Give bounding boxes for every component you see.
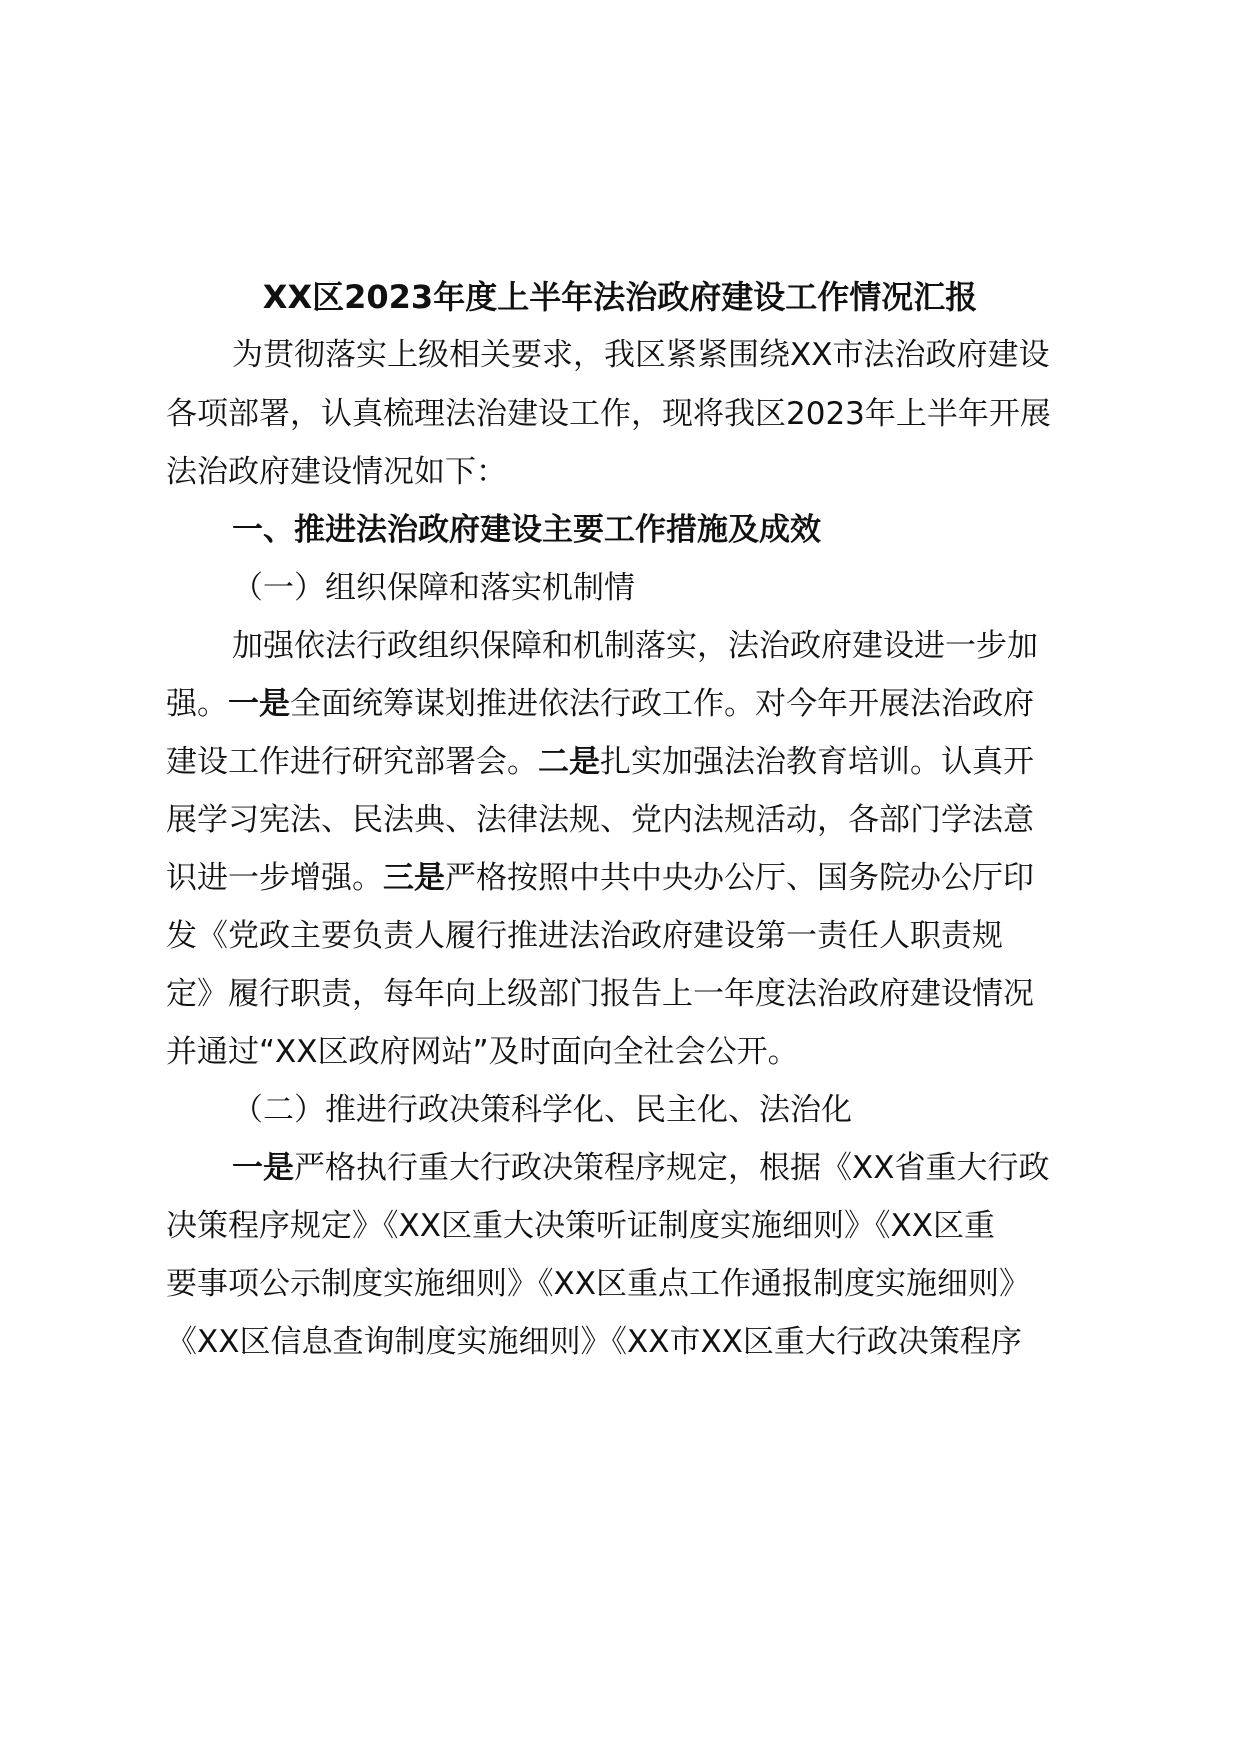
emphasis-label: 三是 — [383, 860, 445, 896]
line-text: 强。 — [166, 686, 228, 722]
paragraph-line: 《XX区信息查询制度实施细则》《XX市XX区重大行政决策程序 — [166, 1324, 1022, 1360]
emphasis-label: 二是 — [538, 744, 600, 780]
subsection-heading: （一）组织保障和落实机制情 — [232, 570, 635, 606]
paragraph-line: 为贯彻落实上级相关要求，我区紧紧围绕XX市法治政府建设 — [232, 337, 1050, 373]
paragraph-line: 展学习宪法、民法典、法律法规、党内法规活动，各部门学法意 — [166, 802, 1034, 838]
paragraph-line — [166, 853, 1034, 903]
paragraph-line: 法治政府建设情况如下： — [166, 454, 507, 490]
line-text: 全面统筹谋划推进依法行政工作。对今年开展法治政府 — [290, 686, 1034, 722]
paragraph-line: 加强依法行政组织保障和机制落实，法治政府建设进一步加 — [232, 628, 1038, 664]
paragraph-line: 发《党政主要负责人履行推进法治政府建设第一责任人职责规 — [166, 918, 1003, 954]
paragraph-line: 要事项公示制度实施细则》《XX区重点工作通报制度实施细则》 — [166, 1266, 1030, 1302]
section-heading: 一、推进法治政府建设主要工作措施及成效 — [232, 512, 821, 548]
document-title: XX区2023年度上半年法治政府建设工作情况汇报 — [262, 278, 978, 316]
line-text: 严格执行重大行政决策程序规定，根据《XX省重大行政 — [294, 1150, 1050, 1186]
paragraph-line: 各项部署，认真梳理法治建设工作，现将我区2023年上半年开展 — [166, 396, 1051, 432]
emphasis-label: 一是 — [232, 1150, 294, 1186]
paragraph-line — [232, 1143, 1049, 1193]
line-text: 严格按照中共中央办公厅、国务院办公厅印 — [445, 860, 1034, 896]
paragraph-line — [166, 679, 1034, 729]
line-text: 扎实加强法治教育培训。认真开 — [600, 744, 1034, 780]
paragraph-line — [166, 737, 1034, 787]
paragraph-line: 决策程序规定》《XX区重大决策听证制度实施细则》《XX区重 — [166, 1208, 995, 1244]
subsection-heading: （二）推进行政决策科学化、民主化、法治化 — [232, 1092, 852, 1128]
paragraph-line: 定》履行职责，每年向上级部门报告上一年度法治政府建设情况 — [166, 976, 1034, 1012]
paragraph-line: 并通过“XX区政府网站”及时面向全社会公开。 — [166, 1034, 799, 1070]
emphasis-label: 一是 — [228, 686, 290, 722]
line-text: 识进一步增强。 — [166, 860, 383, 896]
line-text: 建设工作进行研究部署会。 — [166, 744, 538, 780]
